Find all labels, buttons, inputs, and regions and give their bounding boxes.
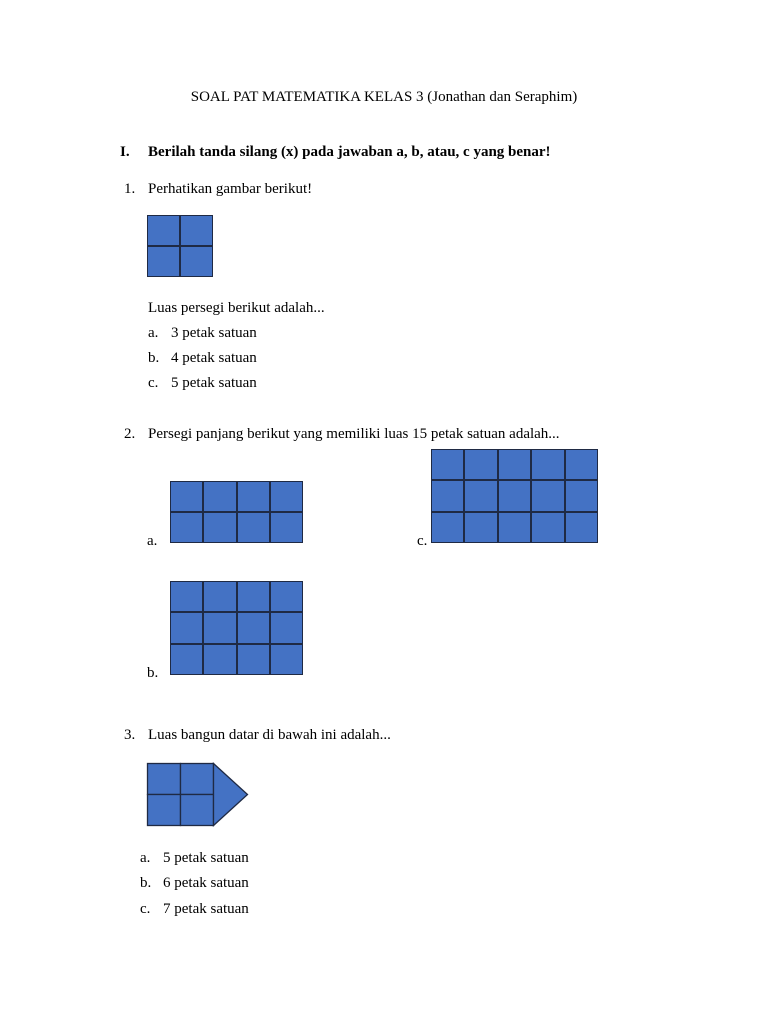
question-2-option-b-unit-square (237, 612, 270, 643)
question-2-option-a-unit-square (237, 481, 270, 512)
question-2-option-b-unit-square (237, 581, 270, 612)
question-2-option-a-letter: a. (147, 533, 158, 549)
question-2-option-c-unit-square (464, 480, 497, 511)
question-1-option-b-text: 4 petak satuan (171, 350, 257, 366)
question-1-text: Perhatikan gambar berikut! (148, 181, 313, 197)
question-2-option-a-rectangle (170, 481, 303, 543)
question-3-option-c-text: 7 petak satuan (163, 901, 249, 917)
question-2-option-c-unit-square (498, 512, 531, 543)
question-2-option-c-rectangle (431, 449, 598, 543)
section-numeral: I. (120, 144, 130, 160)
question-2-option-b-unit-square (203, 612, 236, 643)
question-1-option-a-letter: a. (148, 325, 159, 341)
question-3-cell (181, 795, 214, 826)
question-2-option-a-unit-square (270, 512, 303, 543)
question-2-option-b-unit-square (237, 644, 270, 675)
question-2-option-b-unit-square (270, 612, 303, 643)
question-2-option-b-unit-square (170, 644, 203, 675)
question-2-option-c-unit-square (431, 512, 464, 543)
question-3-cell (148, 764, 181, 795)
question-3-number: 3. (124, 727, 136, 743)
question-3-option-b-letter: b. (140, 875, 152, 891)
question-3-option-a-text: 5 petak satuan (163, 850, 249, 866)
question-2-number: 2. (124, 426, 136, 442)
question-2-option-c-unit-square (431, 480, 464, 511)
question-3-pentagon-figure (146, 762, 256, 832)
question-2-option-a-unit-square (203, 481, 236, 512)
question-2-option-b-unit-square (270, 644, 303, 675)
question-2-option-c-unit-square (431, 449, 464, 480)
question-2-option-c-unit-square (531, 480, 564, 511)
question-1-option-c-letter: c. (148, 375, 159, 391)
question-1-option-c-text: 5 petak satuan (171, 375, 257, 391)
question-2-option-c-unit-square (531, 449, 564, 480)
question-2-option-c-unit-square (565, 512, 598, 543)
question-2-option-c-unit-square (464, 449, 497, 480)
question-1-number: 1. (124, 181, 136, 197)
question-3-option-c-letter: c. (140, 901, 151, 917)
question-2-option-b-unit-square (170, 612, 203, 643)
question-2-option-b-unit-square (270, 581, 303, 612)
question-2-option-c-unit-square (531, 512, 564, 543)
question-2-option-c-unit-square (498, 480, 531, 511)
question-1-unit-square (147, 215, 180, 246)
question-2-option-a-unit-square (270, 481, 303, 512)
question-2-option-b-rectangle (170, 581, 303, 675)
question-2-text: Persegi panjang berikut yang memiliki luas 15 petak satuan adalah... (148, 426, 560, 442)
question-2-option-a-unit-square (203, 512, 236, 543)
question-3-option-a-letter: a. (140, 850, 151, 866)
question-2-option-c-letter: c. (417, 533, 428, 549)
question-2-option-b-letter: b. (147, 665, 159, 681)
question-2-option-b-unit-square (203, 581, 236, 612)
question-2-option-c-unit-square (565, 480, 598, 511)
page-title: SOAL PAT MATEMATIKA KELAS 3 (Jonathan dan Seraphim) (190, 89, 578, 105)
question-1-option-b-letter: b. (148, 350, 160, 366)
question-2-option-b-unit-square (170, 581, 203, 612)
question-2-option-a-unit-square (170, 512, 203, 543)
question-1-square-figure (147, 215, 213, 277)
question-2-option-c-unit-square (565, 449, 598, 480)
question-1-unit-square (147, 246, 180, 277)
question-3-text: Luas bangun datar di bawah ini adalah... (148, 727, 391, 743)
question-1-unit-square (180, 246, 213, 277)
question-3-triangle (214, 764, 248, 826)
question-1-unit-square (180, 215, 213, 246)
question-1-option-a-text: 3 petak satuan (171, 325, 257, 341)
question-3-cell (148, 795, 181, 826)
question-2-option-c-unit-square (498, 449, 531, 480)
question-2-option-b-unit-square (203, 644, 236, 675)
question-2-option-a-unit-square (170, 481, 203, 512)
question-3-cell (181, 764, 214, 795)
section-instruction: Berilah tanda silang (x) pada jawaban a, b, atau, c yang benar! (148, 144, 551, 160)
question-2-option-c-unit-square (464, 512, 497, 543)
question-3-option-b-text: 6 petak satuan (163, 875, 249, 891)
question-2-option-a-unit-square (237, 512, 270, 543)
question-1-prompt: Luas persegi berikut adalah... (148, 300, 325, 316)
